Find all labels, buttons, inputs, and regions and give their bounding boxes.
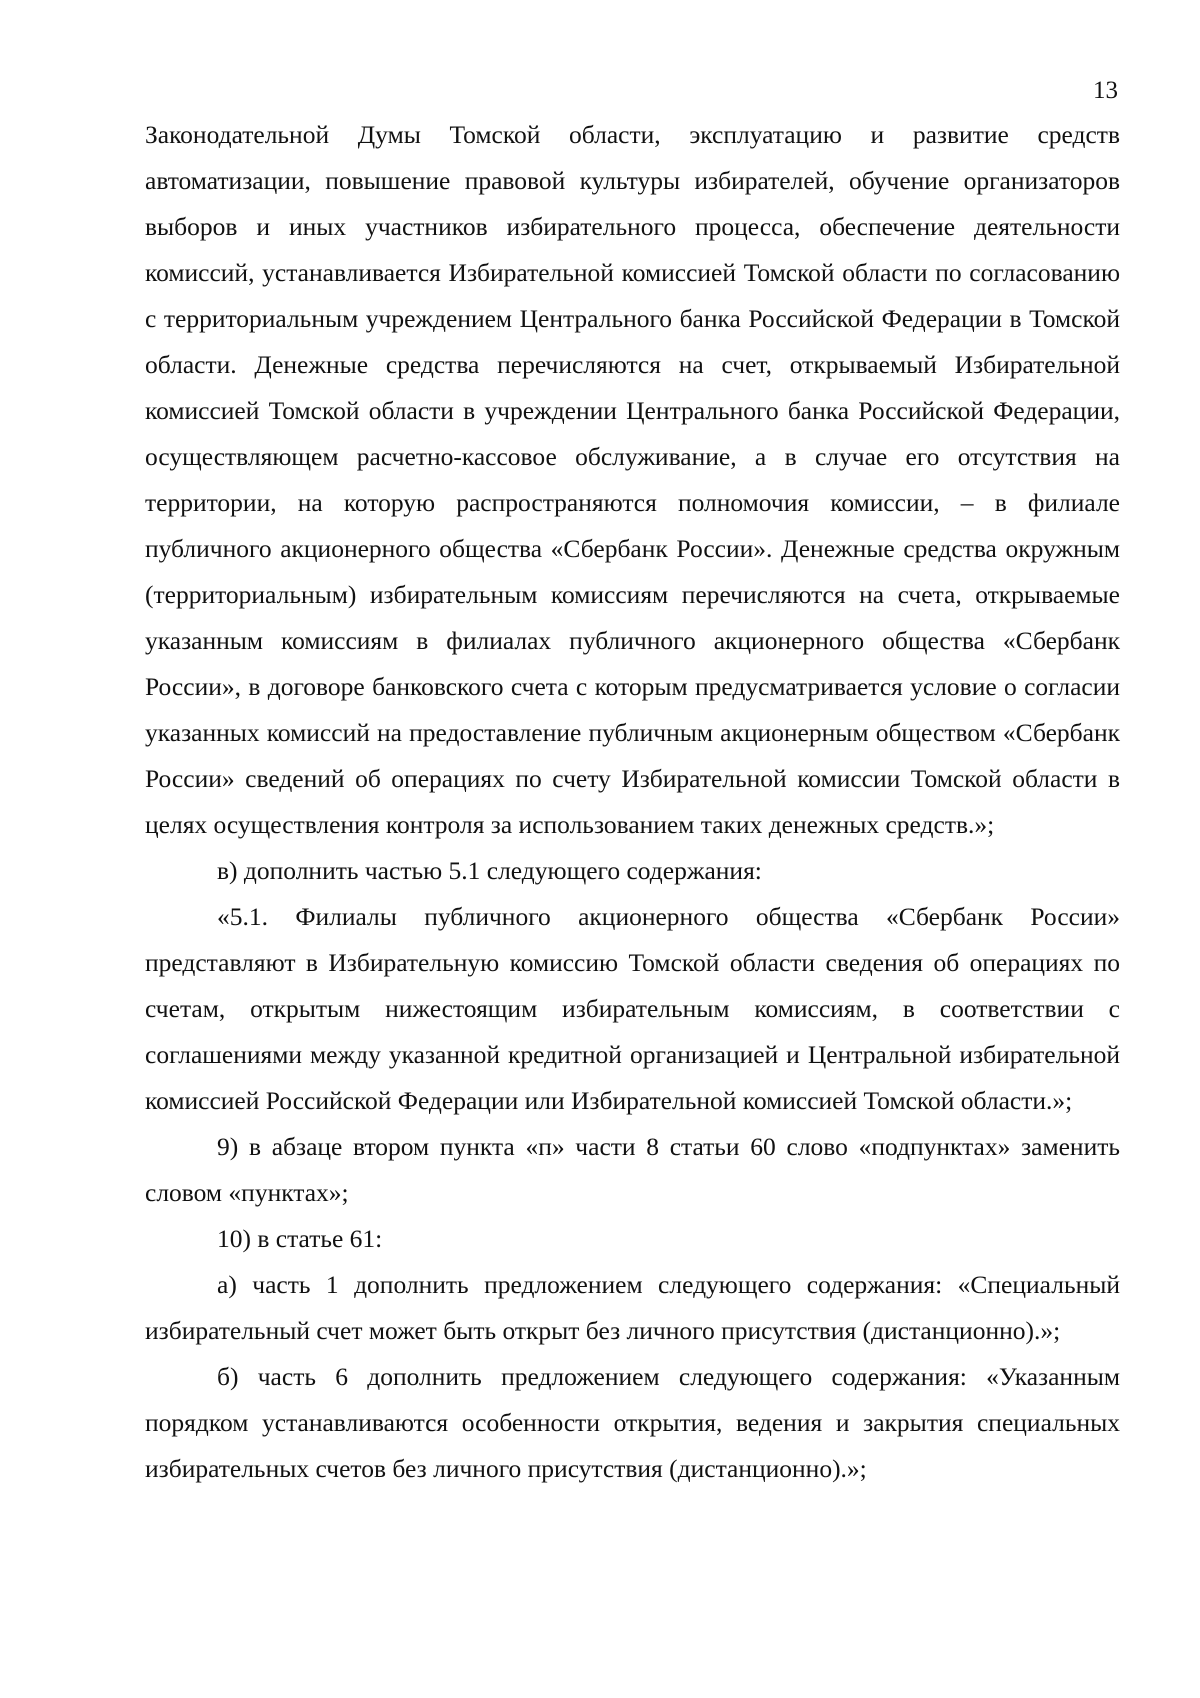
paragraph-item-9: 9) в абзаце втором пункта «п» части 8 статьи 60 слово «подпунктах» заменить словом «пунктах»; <box>145 1132 1120 1207</box>
document-body <box>145 112 1120 1492</box>
paragraph-item-b: б) часть 6 дополнить предложением следующего содержания: «Указанным порядком устанавливаются особенности открытия, ведения и закрытия специальных избирательных счетов без личного присутствия (дистанционно).»; <box>145 1362 1120 1483</box>
paragraph-item-10: 10) в статье 61: <box>217 1224 383 1253</box>
paragraph-item-a: а) часть 1 дополнить предложением следующего содержания: «Специальный избирательный счет может быть открыт без личного присутствия (дистанционно).»; <box>145 1270 1120 1345</box>
paragraph-part-5-1: «5.1. Филиалы публичного акционерного общества «Сбербанк России» представляют в Избирательную комиссию Томской области сведения об операциях по счетам, открытым нижестоящим избирательным комиссиям, в соответствии с соглашениями между указанной кредитной организацией и Центральной избирательной комиссией Российской Федерации или Избирательной комиссией Томской области.»; <box>145 902 1120 1115</box>
paragraph-item-v: в) дополнить частью 5.1 следующего содержания: <box>217 856 762 885</box>
paragraph-continuation: Законодательной Думы Томской области, эксплуатацию и развитие средств автоматизации, повышение правовой культуры избирателей, обучение организаторов выборов и иных участников избирательного процесса, обеспечение деятельности комиссий, устанавливается Избирательной комиссией Томской области по согласованию с территориальным учреждением Центрального банка Российской Федерации в Томской области. Денежные средства перечисляются на счет, открываемый Избирательной комиссией Томской области в учреждении Центрального банка Российской Федерации, осуществляющем расчетно-кассовое обслуживание, а в случае его отсутствия на территории, на которую распространяются полномочия комиссии, – в филиале публичного акционерного общества «Сбербанк России». Денежные средства окружным (территориальным) избирательным комиссиям перечисляются на счета, открываемые указанным комиссиям в филиалах публичного акционерного общества «Сбербанк России», в договоре банковского счета с которым предусматривается условие о согласии указанных комиссий на предоставление публичным акционерным обществом «Сбербанк России» сведений об операциях по счету Избирательной комиссии Томской области в целях осуществления контроля за использованием таких денежных средств.»; <box>145 120 1120 839</box>
page-number: 13 <box>1093 77 1118 104</box>
